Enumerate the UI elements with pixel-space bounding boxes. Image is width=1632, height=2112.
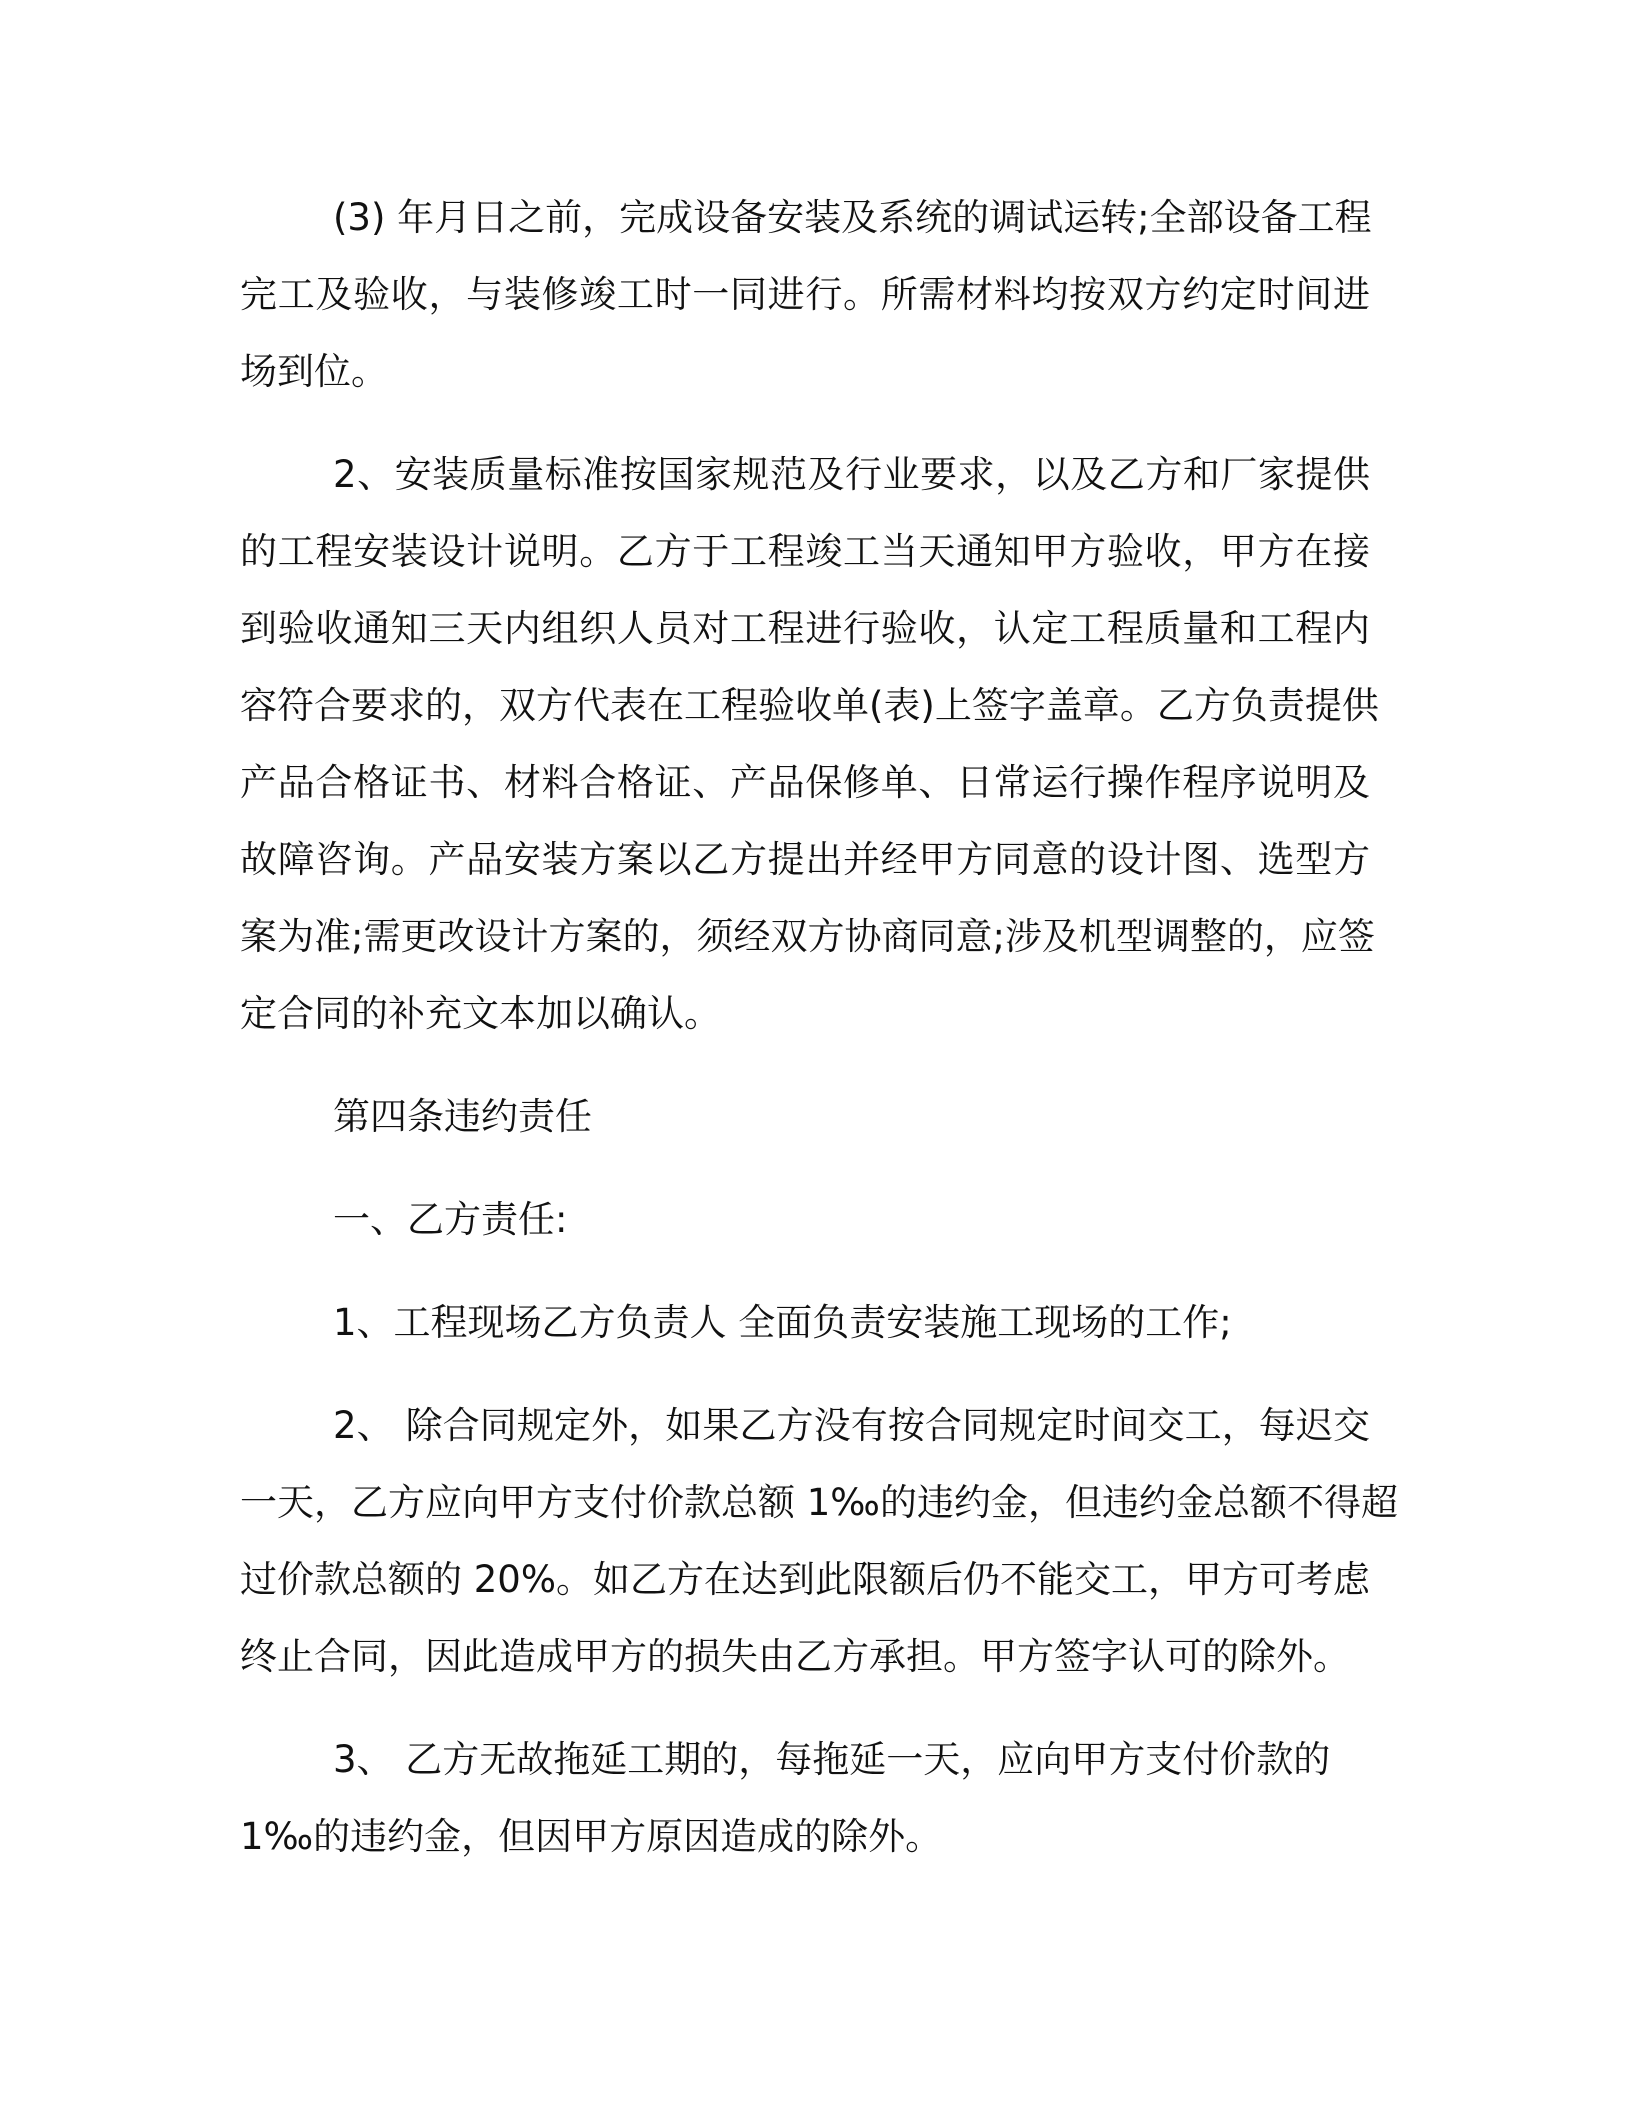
text-line: 的工程安装设计说明。乙方于工程竣工当天通知甲方验收，甲方在接 xyxy=(240,530,1370,573)
text-line: 到验收通知三天内组织人员对工程进行验收，认定工程质量和工程内 xyxy=(240,607,1370,650)
text-line: 故障咨询。产品安装方案以乙方提出并经甲方同意的设计图、选型方 xyxy=(240,838,1370,881)
text-line: 2、 除合同规定外，如果乙方没有按合同规定时间交工，每迟交 xyxy=(333,1404,1370,1447)
section-heading xyxy=(240,1078,1370,1155)
text-line: 容符合要求的，双方代表在工程验收单(表)上签字盖章。乙方负责提供 xyxy=(240,684,1379,727)
paragraph-quality-standard xyxy=(240,436,1379,1052)
text-line: 产品合格证书、材料合格证、产品保修单、日常运行操作程序说明及 xyxy=(240,761,1370,804)
text-line: 一天，乙方应向甲方支付价款总额 1‰的违约金，但违约金总额不得超 xyxy=(240,1481,1398,1524)
subsection-heading-text: 一、乙方责任: xyxy=(333,1198,568,1241)
text-line: 完工及验收，与装修竣工时一同进行。所需材料均按双方约定时间进 xyxy=(240,273,1370,316)
text-line: 3、 乙方无故拖延工期的，每拖延一天，应向甲方支付价款的 xyxy=(333,1738,1331,1781)
text-line: 2、安装质量标准按国家规范及行业要求，以及乙方和厂家提供 xyxy=(333,453,1370,496)
text-line: 过价款总额的 20%。如乙方在达到此限额后仍不能交工，甲方可考虑 xyxy=(240,1558,1370,1601)
text-line: 案为准;需更改设计方案的，须经双方协商同意;涉及机型调整的，应签 xyxy=(240,915,1375,958)
text-line: 场到位。 xyxy=(240,350,388,393)
text-line: 1‰的违约金，但因甲方原因造成的除外。 xyxy=(240,1815,943,1858)
text-line: 终止合同，因此造成甲方的损失由乙方承担。甲方签字认可的除外。 xyxy=(240,1635,1350,1678)
clause-item-3 xyxy=(240,1721,1370,1875)
text-line: 定合同的补充文本加以确认。 xyxy=(240,992,721,1035)
clause-item-2 xyxy=(240,1387,1398,1695)
paragraph-schedule-item-3 xyxy=(240,179,1370,410)
text-line: (3) 年月日之前，完成设备安装及系统的调试运转;全部设备工程 xyxy=(333,196,1372,239)
text-line: 1、工程现场乙方负责人 全面负责安装施工现场的工作; xyxy=(333,1301,1232,1344)
clause-item-1 xyxy=(240,1284,1370,1361)
section-heading-text: 第四条违约责任 xyxy=(333,1095,592,1138)
subsection-heading xyxy=(240,1181,1370,1258)
document-body xyxy=(240,179,1398,1901)
